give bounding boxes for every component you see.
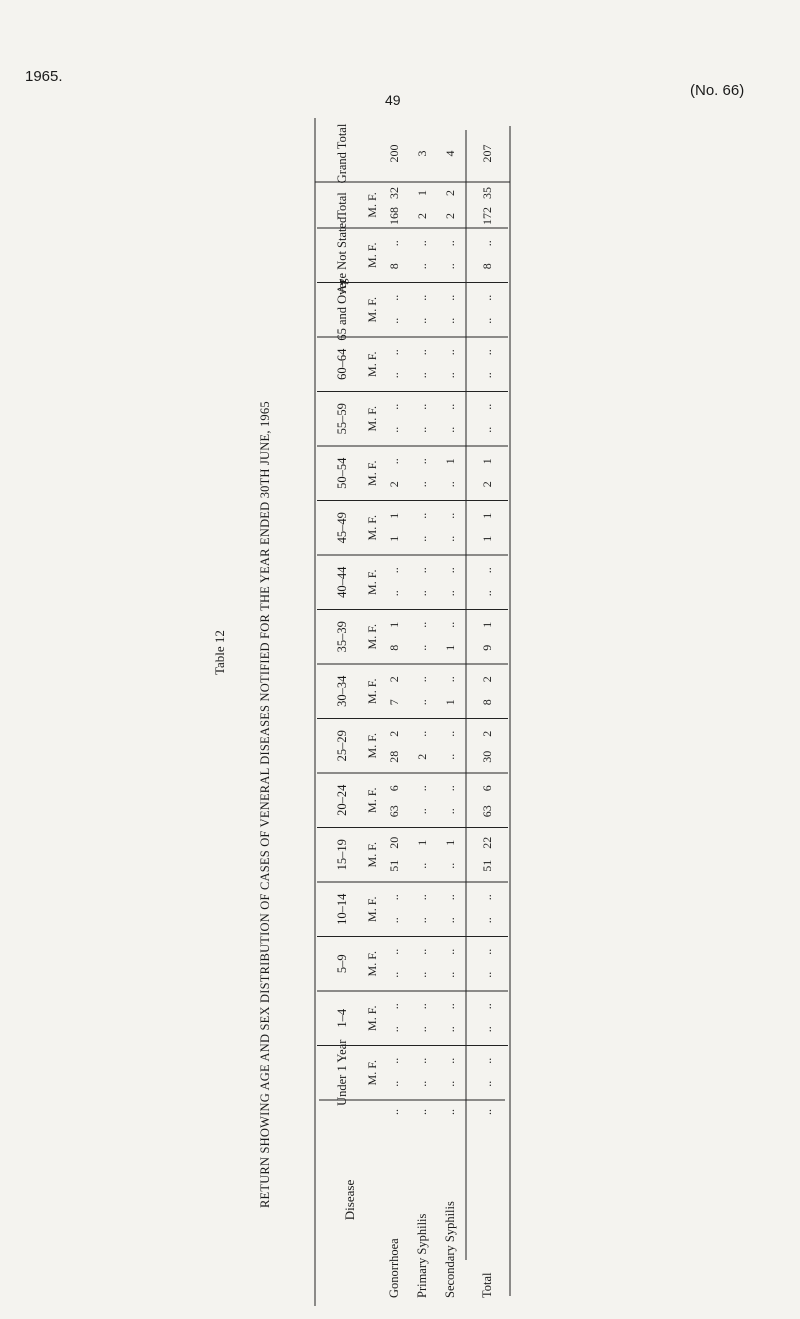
cell-female: .. xyxy=(414,621,429,628)
cell-male: .. xyxy=(479,426,494,433)
cell-male: .. xyxy=(442,317,457,324)
cell-female: .. xyxy=(414,294,429,301)
cell-female: .. xyxy=(479,1057,494,1064)
cell-female: 2 xyxy=(479,730,494,737)
cell-male: .. xyxy=(479,317,494,324)
disease-name: Primary Syphilis xyxy=(414,1213,429,1298)
cell-male: 172 xyxy=(479,207,494,225)
disease-name: Total xyxy=(479,1272,494,1298)
cell-female: .. xyxy=(442,1057,457,1064)
cell-female: 20 xyxy=(386,836,401,849)
cell-female: .. xyxy=(414,676,429,683)
cell-male: .. xyxy=(442,481,457,488)
cell-female: .. xyxy=(386,1057,401,1064)
column-header: 5–9 xyxy=(334,954,349,974)
cell-male: .. xyxy=(479,971,494,978)
cell-male: .. xyxy=(442,263,457,270)
cell-female: .. xyxy=(479,240,494,247)
sex-subheader: M. F. xyxy=(364,733,379,759)
cell-female: .. xyxy=(442,512,457,519)
cell-female: .. xyxy=(414,894,429,901)
cell-female: .. xyxy=(414,567,429,574)
cell-male: .. xyxy=(442,753,457,760)
cell-female: .. xyxy=(414,512,429,519)
cell-female: .. xyxy=(414,349,429,356)
sex-subheader: M. F. xyxy=(364,297,379,323)
cell-male: .. xyxy=(442,372,457,379)
cell-female: .. xyxy=(442,567,457,574)
cell-female: .. xyxy=(442,349,457,356)
cell-male: .. xyxy=(414,699,429,706)
cell-female: .. xyxy=(479,403,494,410)
cell-male: .. xyxy=(414,535,429,542)
cell-male: 7 xyxy=(386,699,401,706)
sex-subheader: M. F. xyxy=(364,842,379,868)
cell-male: 30 xyxy=(479,750,494,763)
cell-female: .. xyxy=(442,785,457,792)
cell-female: .. xyxy=(479,894,494,901)
cell-male: 2 xyxy=(479,481,494,488)
cell-male: .. xyxy=(386,1080,401,1087)
cell-male: .. xyxy=(442,426,457,433)
cell-male: .. xyxy=(414,917,429,924)
cell-male: .. xyxy=(386,590,401,597)
cell-male: .. xyxy=(414,808,429,815)
cell-male: .. xyxy=(479,1026,494,1033)
cell-male: .. xyxy=(442,808,457,815)
cell-female: .. xyxy=(479,294,494,301)
cell-female: .. xyxy=(386,567,401,574)
cell-male: .. xyxy=(414,1026,429,1033)
cell-male: 8 xyxy=(479,263,494,270)
cell-female: 1 xyxy=(442,839,457,846)
sex-subheader: M. F. xyxy=(364,460,379,486)
cell-female: .. xyxy=(386,894,401,901)
cell-male: 1 xyxy=(386,535,401,542)
sex-subheader: M. F. xyxy=(364,678,379,704)
sex-subheader: M. F. xyxy=(364,242,379,268)
leader-dots: .. xyxy=(479,1109,494,1115)
cell-male: .. xyxy=(479,1080,494,1087)
cell-male: .. xyxy=(386,426,401,433)
cell-male: .. xyxy=(414,644,429,651)
column-header: 10–14 xyxy=(334,893,349,925)
cell-female: .. xyxy=(386,240,401,247)
cell-female: .. xyxy=(414,403,429,410)
leader-dots: .. xyxy=(442,1109,457,1115)
cell-male: .. xyxy=(414,971,429,978)
cell-male: .. xyxy=(386,971,401,978)
cell-female: 1 xyxy=(386,512,401,519)
cell-female: 6 xyxy=(479,785,494,792)
column-header: 45–49 xyxy=(334,512,349,544)
sex-subheader: M. F. xyxy=(364,1060,379,1086)
cell-male: 2 xyxy=(414,213,429,219)
column-header: 20–24 xyxy=(334,784,349,816)
cell-male: .. xyxy=(442,1080,457,1087)
document-number: (No. 66) xyxy=(690,82,745,99)
cell-male: .. xyxy=(414,317,429,324)
cell-male: 9 xyxy=(479,644,494,651)
cell-female: .. xyxy=(442,676,457,683)
disease-name: Gonorrhoea xyxy=(386,1238,401,1298)
cell-male: .. xyxy=(442,535,457,542)
cell-female: 32 xyxy=(386,187,401,199)
cell-female: .. xyxy=(479,349,494,356)
sex-subheader: M. F. xyxy=(364,951,379,977)
column-header: 15–19 xyxy=(334,839,349,871)
leader-dots: .. xyxy=(386,1109,401,1115)
page-number: 49 xyxy=(385,92,401,108)
cell-male: 2 xyxy=(442,213,457,219)
cell-female: .. xyxy=(414,458,429,465)
column-header: 50–54 xyxy=(334,457,349,489)
cell-male: .. xyxy=(386,317,401,324)
cell-male: .. xyxy=(479,372,494,379)
column-header: Age Not Stated xyxy=(334,216,349,294)
column-header: 60–64 xyxy=(334,348,349,380)
cell-grand-total: 4 xyxy=(442,150,457,157)
column-header: 65 and Over xyxy=(334,278,349,341)
leader-dots: .. xyxy=(414,1109,429,1115)
cell-male: 8 xyxy=(479,699,494,706)
cell-male: .. xyxy=(442,1026,457,1033)
cell-male: 28 xyxy=(386,750,401,763)
cell-female: .. xyxy=(479,948,494,955)
cell-female: .. xyxy=(386,349,401,356)
cell-female: .. xyxy=(386,948,401,955)
cell-male: .. xyxy=(414,481,429,488)
cell-female: .. xyxy=(414,730,429,737)
cell-male: 63 xyxy=(479,805,494,818)
cell-male: 51 xyxy=(386,859,401,872)
cell-female: .. xyxy=(386,458,401,465)
cell-male: .. xyxy=(386,917,401,924)
cell-female: 1 xyxy=(414,190,429,196)
cell-female: .. xyxy=(414,785,429,792)
cell-male: .. xyxy=(442,971,457,978)
column-header: 1–4 xyxy=(334,1008,349,1028)
table-label: Table 12 xyxy=(212,630,227,675)
sex-subheader: M. F. xyxy=(364,351,379,377)
cell-grand-total: 207 xyxy=(479,144,494,163)
sex-subheader: M. F. xyxy=(364,406,379,432)
cell-female: .. xyxy=(386,294,401,301)
cell-female: .. xyxy=(414,240,429,247)
cell-female: .. xyxy=(414,948,429,955)
cell-female: 2 xyxy=(479,676,494,683)
year-heading: 1965. xyxy=(25,68,63,85)
column-header: 40–44 xyxy=(334,566,349,598)
column-header: Grand Total xyxy=(334,123,349,184)
cell-male: 2 xyxy=(414,753,429,760)
column-header: Total xyxy=(334,192,349,218)
sex-subheader: M. F. xyxy=(364,787,379,813)
cell-female: 1 xyxy=(414,839,429,846)
cell-female: .. xyxy=(442,240,457,247)
cell-female: 1 xyxy=(479,621,494,628)
cell-female: .. xyxy=(386,403,401,410)
cell-male: .. xyxy=(414,372,429,379)
cell-male: .. xyxy=(442,862,457,869)
cell-female: 1 xyxy=(479,512,494,519)
cell-male: .. xyxy=(479,590,494,597)
cell-male: 8 xyxy=(386,263,401,270)
cell-male: 1 xyxy=(442,699,457,706)
cell-female: 6 xyxy=(386,785,401,792)
cell-female: .. xyxy=(442,621,457,628)
cell-male: .. xyxy=(414,862,429,869)
cell-grand-total: 3 xyxy=(414,150,429,157)
sex-subheader: M. F. xyxy=(364,515,379,541)
cell-female: .. xyxy=(414,1003,429,1010)
cell-female: 1 xyxy=(442,458,457,465)
disease-name: Secondary Syphilis xyxy=(442,1201,457,1298)
cell-female: 2 xyxy=(442,190,457,196)
sex-subheader: M. F. xyxy=(364,569,379,595)
column-header: 55–59 xyxy=(334,403,349,435)
sex-subheader: M. F. xyxy=(364,896,379,922)
cell-male: .. xyxy=(386,372,401,379)
cell-female: .. xyxy=(442,403,457,410)
cell-female: 2 xyxy=(386,676,401,683)
cell-male: .. xyxy=(414,426,429,433)
cell-male: .. xyxy=(414,263,429,270)
cell-female: .. xyxy=(442,294,457,301)
cell-male: 63 xyxy=(386,805,401,818)
cell-female: .. xyxy=(386,1003,401,1010)
cell-male: 8 xyxy=(386,644,401,651)
table-title: RETURN SHOWING AGE AND SEX DISTRIBUTION OF CASES OF VENERAL DISEASES NOTIFIED FOR THE YEAR ENDED 30TH JUNE, 1965 xyxy=(258,401,272,1208)
cell-male: 2 xyxy=(386,481,401,488)
cell-female: .. xyxy=(442,894,457,901)
column-header: Under 1 Year xyxy=(334,1039,349,1106)
cell-male: .. xyxy=(386,1026,401,1033)
cell-female: 2 xyxy=(386,730,401,737)
cell-female: .. xyxy=(442,730,457,737)
column-header: 25–29 xyxy=(334,730,349,762)
cell-female: .. xyxy=(442,948,457,955)
column-header: 30–34 xyxy=(334,675,349,707)
cell-male: 51 xyxy=(479,859,494,872)
sex-subheader: M. F. xyxy=(364,624,379,650)
cell-male: .. xyxy=(479,917,494,924)
cell-female: 35 xyxy=(479,187,494,199)
cell-female: .. xyxy=(442,1003,457,1010)
cell-male: .. xyxy=(414,1080,429,1087)
cell-female: .. xyxy=(479,1003,494,1010)
cell-male: 1 xyxy=(442,644,457,651)
cell-female: 22 xyxy=(479,836,494,849)
sex-subheader: M. F. xyxy=(364,1005,379,1031)
cell-male: 1 xyxy=(479,535,494,542)
cell-grand-total: 200 xyxy=(386,144,401,163)
disease-header: Disease xyxy=(341,1179,357,1221)
cell-male: .. xyxy=(442,917,457,924)
column-header: 35–39 xyxy=(334,621,349,653)
cell-male: 168 xyxy=(386,207,401,225)
cell-female: 1 xyxy=(386,621,401,628)
cell-female: 1 xyxy=(479,458,494,465)
cell-male: .. xyxy=(442,590,457,597)
cell-female: .. xyxy=(414,1057,429,1064)
sex-subheader: M. F. xyxy=(364,192,379,218)
cell-male: .. xyxy=(414,590,429,597)
cell-female: .. xyxy=(479,567,494,574)
